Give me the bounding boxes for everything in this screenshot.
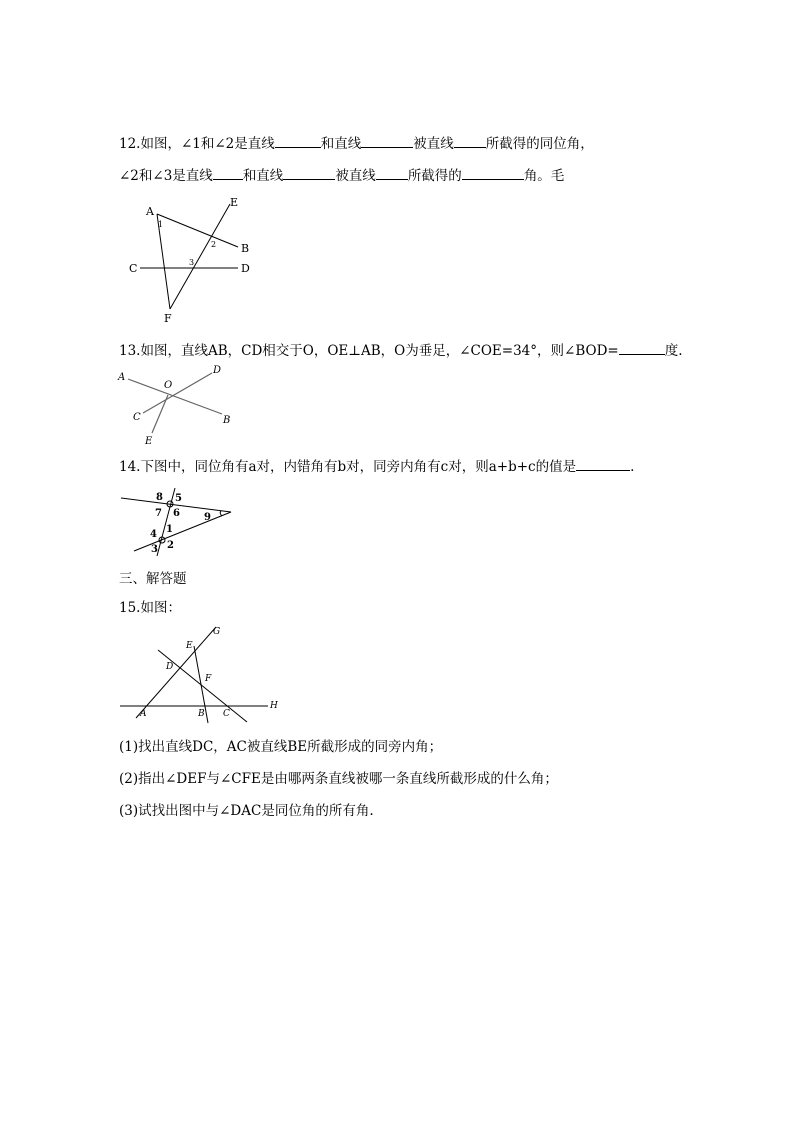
q15-label-h: H [270, 701, 278, 711]
q12-label-3: 3 [189, 258, 195, 267]
q13-text-a: 13.如图，直线AB，CD相交于O，OE⊥AB，O为垂足，∠COE=34°，则∠BOD= [119, 343, 619, 359]
q12-blank-2[interactable] [361, 133, 413, 148]
q12-line2-text-c: 被直线 [335, 168, 376, 184]
q12-text-b: 和直线 [320, 136, 362, 152]
q14-label-7: 7 [155, 508, 162, 519]
q15-label-g: G [213, 627, 221, 637]
q15-label-a: A [140, 709, 147, 719]
q15-label-d: D [166, 662, 174, 672]
q15-line-ag [136, 627, 216, 718]
q13-label-a: A [118, 372, 126, 383]
q14-figure [118, 484, 238, 559]
q12-blank-6[interactable] [376, 165, 408, 180]
q15-part-3: (3)试找出图中与∠DAC是同位角的所有角. [119, 803, 374, 819]
q12-line2-text-b: 和直线 [242, 168, 284, 184]
q12-blank-1[interactable] [275, 133, 321, 148]
q12-label-f: F [164, 312, 172, 325]
q12-text-c: 被直线 [413, 136, 454, 152]
q14-label-6: 6 [173, 508, 180, 519]
q15-label-c: C [223, 709, 230, 719]
q12-segment-ef [170, 204, 230, 309]
q12-label-d: D [241, 262, 250, 275]
q15-label-e: E [186, 641, 193, 651]
section-heading: 三、解答题 [119, 571, 187, 587]
q12-text-a: 12.如图，∠1和∠2是直线 [119, 136, 275, 152]
q12-label-c: C [129, 262, 138, 275]
q12-blank-4[interactable] [213, 165, 243, 180]
q12-label-2: 2 [211, 240, 217, 249]
q12-line2 [119, 165, 564, 185]
q14-label-8: 8 [156, 492, 163, 503]
q13-label-d: D [213, 365, 222, 376]
q13-figure [116, 360, 241, 450]
q14-label-1: 1 [166, 524, 173, 535]
q14-blank[interactable] [576, 456, 630, 471]
q12-figure [120, 192, 270, 327]
q12-line2-text-d: 所截得的 [407, 168, 462, 184]
q13-text-b: 度. [664, 343, 683, 359]
q15-figure [118, 624, 283, 724]
q15-label-f: F [205, 674, 212, 684]
q14-label-4: 4 [150, 529, 157, 540]
q15-part-1: (1)找出直线DC，AC被直线BE所截形成的同旁内角； [119, 739, 443, 755]
q14-label-2: 2 [167, 540, 174, 551]
q14-text-b: . [630, 459, 635, 475]
q13-label-b: B [223, 415, 231, 426]
q14-line-lower [134, 512, 231, 551]
q12-line1 [119, 133, 594, 153]
q12-text-d: 所截得的同位角， [485, 136, 594, 152]
q13-blank[interactable] [619, 340, 665, 355]
q12-line2-text-e: 角。毛 [523, 168, 565, 184]
q14-label-5: 5 [175, 493, 182, 504]
q13-label-o: O [164, 380, 173, 391]
q13-label-c: C [133, 412, 141, 423]
q14-text-a: 14.下图中，同位角有a对，内错角有b对，同旁内角有c对，则a+b+c的值是 [119, 459, 577, 475]
q12-blank-7[interactable] [462, 165, 524, 180]
q15-label-b: B [198, 709, 205, 719]
q12-label-a: A [146, 205, 154, 218]
q15-part-2: (2)指出∠DEF与∠CFE是由哪两条直线被哪一条直线所截形成的什么角； [119, 771, 558, 787]
q12-label-1: 1 [158, 220, 164, 229]
q12-blank-3[interactable] [454, 133, 486, 148]
q13-ray-oe [152, 395, 168, 433]
q13-label-e: E [145, 436, 153, 447]
q12-segment-ab [157, 214, 238, 247]
q14-angle-arc-9 [220, 511, 222, 516]
q12-label-e: E [230, 196, 239, 209]
q13-line [119, 340, 683, 360]
q14-line [119, 456, 634, 476]
q14-label-9: 9 [204, 512, 211, 523]
q12-blank-5[interactable] [283, 165, 335, 180]
q13-line-ab [128, 379, 222, 414]
q14-label-3: 3 [151, 544, 158, 555]
q15-intro: 15.如图： [119, 600, 181, 616]
q12-label-b: B [241, 242, 250, 255]
q12-line2-text-a: ∠2和∠3是直线 [119, 168, 213, 184]
